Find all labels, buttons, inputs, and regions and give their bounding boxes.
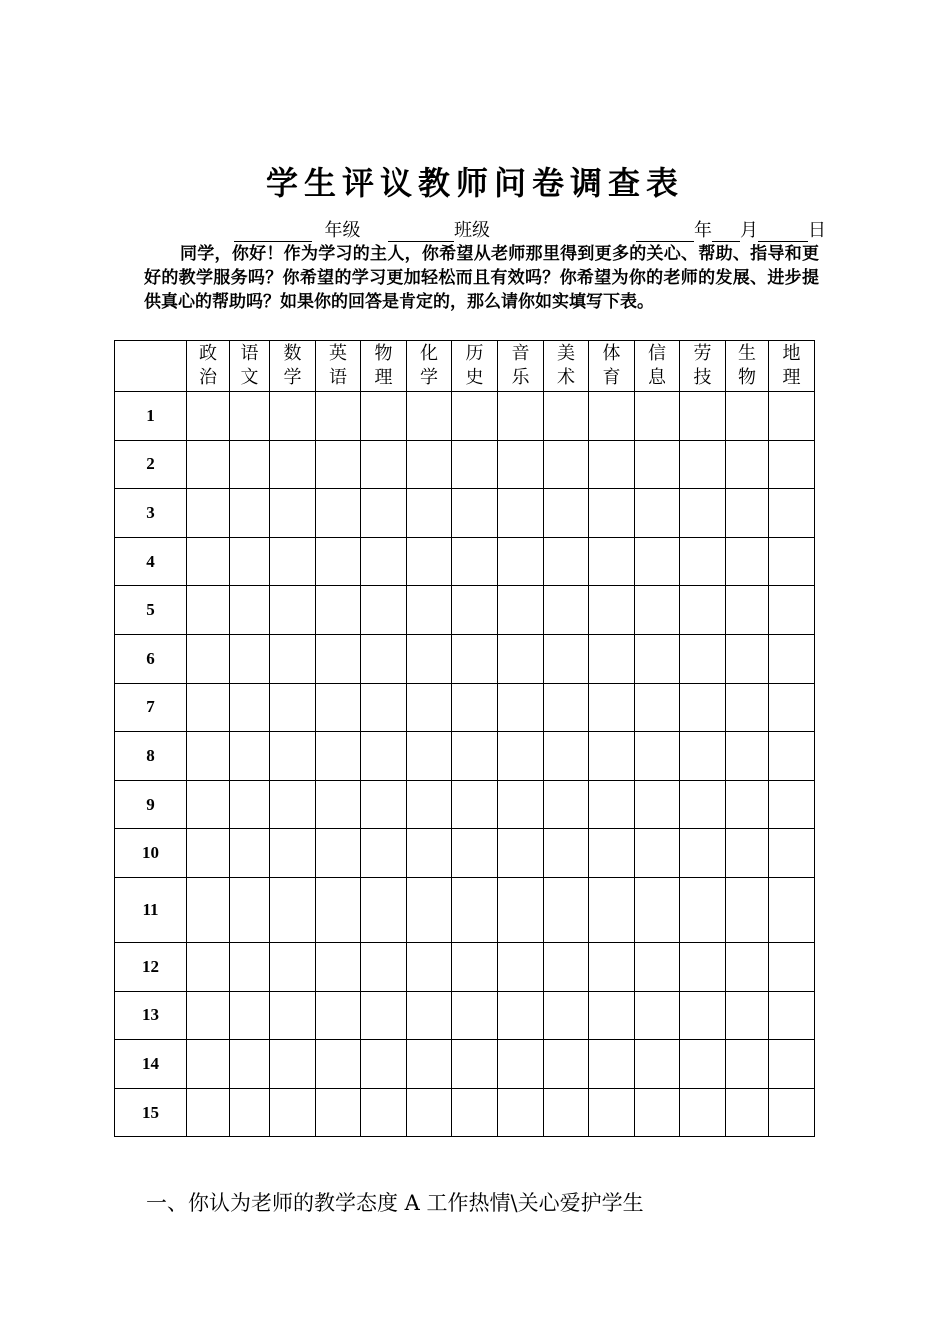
rating-cell[interactable]	[230, 732, 270, 781]
rating-cell[interactable]	[726, 1088, 769, 1137]
rating-cell[interactable]	[498, 489, 544, 538]
rating-cell[interactable]	[407, 942, 452, 991]
rating-cell[interactable]	[635, 489, 680, 538]
table-row	[115, 942, 815, 991]
rating-cell[interactable]	[498, 1088, 544, 1137]
subject-header	[230, 341, 270, 392]
rating-cell[interactable]	[680, 1040, 726, 1089]
subject-label: 地理	[782, 343, 801, 388]
rating-cell[interactable]	[270, 537, 316, 586]
table-row	[115, 489, 815, 538]
rating-cell[interactable]	[316, 537, 361, 586]
rating-cell[interactable]	[635, 440, 680, 489]
table-row	[115, 991, 815, 1040]
day-blank[interactable]	[758, 223, 808, 242]
rating-cell[interactable]	[589, 586, 635, 635]
rating-cell[interactable]	[270, 780, 316, 829]
rating-cell[interactable]	[270, 683, 316, 732]
rating-cell[interactable]	[726, 1040, 769, 1089]
subject-header	[769, 341, 815, 392]
rating-cell[interactable]	[589, 392, 635, 441]
table-row	[115, 440, 815, 489]
rating-cell[interactable]	[187, 780, 230, 829]
rating-cell[interactable]	[316, 489, 361, 538]
rating-cell[interactable]	[589, 683, 635, 732]
rating-cell[interactable]	[680, 440, 726, 489]
rating-cell[interactable]	[726, 440, 769, 489]
rating-cell[interactable]	[452, 634, 498, 683]
rating-cell[interactable]	[544, 392, 589, 441]
rating-cell[interactable]	[680, 392, 726, 441]
row-number: 9	[115, 780, 187, 829]
rating-cell[interactable]	[635, 829, 680, 878]
rating-cell[interactable]	[680, 489, 726, 538]
subject-header	[589, 341, 635, 392]
rating-cell[interactable]	[230, 537, 270, 586]
rating-cell[interactable]	[270, 440, 316, 489]
rating-cell[interactable]	[316, 634, 361, 683]
subject-header	[270, 341, 316, 392]
rating-cell[interactable]	[452, 991, 498, 1040]
row-number: 11	[115, 877, 187, 942]
rating-cell[interactable]	[407, 392, 452, 441]
rating-cell[interactable]	[452, 829, 498, 878]
rating-cell[interactable]	[361, 877, 407, 942]
rating-cell[interactable]	[316, 829, 361, 878]
rating-cell[interactable]	[769, 991, 815, 1040]
rating-cell[interactable]	[187, 829, 230, 878]
evaluation-table	[114, 340, 815, 1137]
rating-cell[interactable]	[635, 537, 680, 586]
row-number: 3	[115, 489, 187, 538]
rating-cell[interactable]	[452, 877, 498, 942]
rating-cell[interactable]	[769, 634, 815, 683]
rating-cell[interactable]	[680, 991, 726, 1040]
rating-cell[interactable]	[589, 877, 635, 942]
rating-cell[interactable]	[635, 586, 680, 635]
rating-cell[interactable]	[680, 586, 726, 635]
rating-cell[interactable]	[361, 780, 407, 829]
rating-cell[interactable]	[407, 634, 452, 683]
rating-cell[interactable]	[544, 537, 589, 586]
rating-cell[interactable]	[316, 780, 361, 829]
rating-cell[interactable]	[498, 634, 544, 683]
rating-cell[interactable]	[316, 1040, 361, 1089]
rating-cell[interactable]	[589, 1088, 635, 1137]
rating-cell[interactable]	[407, 877, 452, 942]
rating-cell[interactable]	[769, 829, 815, 878]
subject-header	[361, 341, 407, 392]
rating-cell[interactable]	[230, 634, 270, 683]
rating-cell[interactable]	[769, 440, 815, 489]
rating-cell[interactable]	[187, 392, 230, 441]
rating-cell[interactable]	[270, 1088, 316, 1137]
rating-cell[interactable]	[187, 489, 230, 538]
rating-cell[interactable]	[187, 732, 230, 781]
rating-cell[interactable]	[361, 1088, 407, 1137]
rating-cell[interactable]	[769, 1040, 815, 1089]
rating-cell[interactable]	[187, 877, 230, 942]
rating-cell[interactable]	[361, 991, 407, 1040]
rating-cell[interactable]	[544, 732, 589, 781]
rating-cell[interactable]	[769, 537, 815, 586]
row-number: 13	[115, 991, 187, 1040]
rating-cell[interactable]	[769, 1088, 815, 1137]
subject-header	[452, 341, 498, 392]
rating-cell[interactable]	[407, 1088, 452, 1137]
rating-cell[interactable]	[498, 942, 544, 991]
rating-cell[interactable]	[726, 634, 769, 683]
rating-cell[interactable]	[361, 586, 407, 635]
rating-cell[interactable]	[544, 683, 589, 732]
rating-cell[interactable]	[635, 732, 680, 781]
rating-cell[interactable]	[407, 991, 452, 1040]
rating-cell[interactable]	[230, 991, 270, 1040]
rating-cell[interactable]	[589, 942, 635, 991]
subject-header	[635, 341, 680, 392]
rating-cell[interactable]	[680, 732, 726, 781]
grade-blank[interactable]	[234, 223, 312, 242]
rating-cell[interactable]	[270, 877, 316, 942]
row-number: 8	[115, 732, 187, 781]
rating-cell[interactable]	[230, 440, 270, 489]
rating-cell[interactable]	[498, 991, 544, 1040]
subject-label: 数学	[283, 343, 302, 388]
rating-cell[interactable]	[635, 392, 680, 441]
rating-cell[interactable]	[187, 942, 230, 991]
rating-cell[interactable]	[544, 829, 589, 878]
rating-cell[interactable]	[452, 732, 498, 781]
rating-cell[interactable]	[407, 1040, 452, 1089]
rating-cell[interactable]	[452, 780, 498, 829]
rating-cell[interactable]	[769, 942, 815, 991]
rating-cell[interactable]	[589, 780, 635, 829]
rating-cell[interactable]	[316, 392, 361, 441]
subject-label: 物理	[374, 343, 393, 388]
rating-cell[interactable]	[726, 732, 769, 781]
row-number: 2	[115, 440, 187, 489]
rating-cell[interactable]	[270, 586, 316, 635]
rating-cell[interactable]	[452, 392, 498, 441]
rating-cell[interactable]	[407, 683, 452, 732]
rating-cell[interactable]	[680, 683, 726, 732]
subject-label: 语文	[240, 343, 259, 388]
rating-cell[interactable]	[187, 683, 230, 732]
rating-cell[interactable]	[316, 877, 361, 942]
rating-cell[interactable]	[230, 586, 270, 635]
rating-cell[interactable]	[187, 991, 230, 1040]
rating-cell[interactable]	[452, 586, 498, 635]
subject-label: 美术	[557, 343, 575, 388]
rating-cell[interactable]	[270, 1040, 316, 1089]
rating-cell[interactable]	[680, 537, 726, 586]
row-number: 7	[115, 683, 187, 732]
rating-cell[interactable]	[187, 537, 230, 586]
rating-cell[interactable]	[635, 1088, 680, 1137]
rating-cell[interactable]	[187, 1040, 230, 1089]
rating-cell[interactable]	[589, 1040, 635, 1089]
rating-cell[interactable]	[270, 392, 316, 441]
table-row	[115, 537, 815, 586]
rating-cell[interactable]	[726, 586, 769, 635]
rating-cell[interactable]	[635, 634, 680, 683]
table-row	[115, 683, 815, 732]
rating-cell[interactable]	[407, 440, 452, 489]
subject-header	[407, 341, 452, 392]
date-field	[636, 216, 826, 242]
rating-cell[interactable]	[270, 634, 316, 683]
rating-cell[interactable]	[498, 829, 544, 878]
subject-header	[187, 341, 230, 392]
class-field	[388, 216, 490, 242]
table-row	[115, 586, 815, 635]
rating-cell[interactable]	[270, 829, 316, 878]
table-row	[115, 392, 815, 441]
rating-cell[interactable]	[270, 489, 316, 538]
rating-cell[interactable]	[769, 780, 815, 829]
subject-header	[680, 341, 726, 392]
row-number: 6	[115, 634, 187, 683]
rating-cell[interactable]	[361, 942, 407, 991]
month-label: 月	[740, 220, 758, 240]
day-label: 日	[808, 220, 826, 240]
subject-label: 政治	[199, 343, 217, 388]
rating-cell[interactable]	[187, 634, 230, 683]
rating-cell[interactable]	[726, 991, 769, 1040]
rating-cell[interactable]	[544, 489, 589, 538]
table-body	[115, 392, 815, 1137]
rating-cell[interactable]	[230, 1088, 270, 1137]
rating-cell[interactable]	[407, 586, 452, 635]
rating-cell[interactable]	[452, 440, 498, 489]
rating-cell[interactable]	[230, 942, 270, 991]
subject-header	[544, 341, 589, 392]
rating-cell[interactable]	[230, 392, 270, 441]
subject-label: 英语	[329, 343, 347, 388]
rating-cell[interactable]	[589, 991, 635, 1040]
rating-cell[interactable]	[635, 683, 680, 732]
subject-label: 体育	[602, 343, 621, 388]
rating-cell[interactable]	[230, 489, 270, 538]
table-row	[115, 780, 815, 829]
rating-cell[interactable]	[361, 732, 407, 781]
subject-label: 历史	[465, 343, 484, 388]
rating-cell[interactable]	[635, 877, 680, 942]
table-row	[115, 877, 815, 942]
rating-cell[interactable]	[230, 877, 270, 942]
rating-cell[interactable]	[726, 683, 769, 732]
rating-cell[interactable]	[769, 489, 815, 538]
intro-paragraph: 同学，你好！作为学习的主人，你希望从老师那里得到更多的关心、帮助、指导和更好的教学服务吗？你希望的学习更加轻松而且有效吗？你希望为你的老师的发展、进步提供真心的帮助吗？如果你的回答是肯定的，那么请你如实填写下表。	[144, 244, 819, 312]
rating-cell[interactable]	[407, 829, 452, 878]
rating-cell[interactable]	[498, 586, 544, 635]
rating-cell[interactable]	[589, 829, 635, 878]
rating-cell[interactable]	[361, 392, 407, 441]
subject-label: 信息	[648, 343, 666, 388]
rating-cell[interactable]	[187, 586, 230, 635]
rating-cell[interactable]	[316, 1088, 361, 1137]
rating-cell[interactable]	[544, 634, 589, 683]
rating-cell[interactable]	[635, 780, 680, 829]
rating-cell[interactable]	[498, 780, 544, 829]
rating-cell[interactable]	[544, 942, 589, 991]
year-label: 年	[694, 220, 712, 240]
table-row	[115, 829, 815, 878]
rating-cell[interactable]	[589, 440, 635, 489]
rating-cell[interactable]	[726, 489, 769, 538]
rating-cell[interactable]	[452, 1088, 498, 1137]
subject-header	[316, 341, 361, 392]
corner-cell	[115, 341, 187, 392]
rating-cell[interactable]	[187, 440, 230, 489]
subject-header	[498, 341, 544, 392]
class-blank[interactable]	[388, 223, 454, 242]
rating-cell[interactable]	[452, 683, 498, 732]
rating-cell[interactable]	[680, 780, 726, 829]
rating-cell[interactable]	[316, 683, 361, 732]
rating-cell[interactable]	[316, 732, 361, 781]
rating-cell[interactable]	[498, 440, 544, 489]
rating-cell[interactable]	[769, 586, 815, 635]
rating-cell[interactable]	[589, 732, 635, 781]
row-number: 10	[115, 829, 187, 878]
table-row	[115, 1040, 815, 1089]
rating-cell[interactable]	[544, 991, 589, 1040]
row-number: 4	[115, 537, 187, 586]
rating-cell[interactable]	[361, 1040, 407, 1089]
rating-cell[interactable]	[726, 780, 769, 829]
rating-cell[interactable]	[270, 942, 316, 991]
rating-cell[interactable]	[452, 489, 498, 538]
rating-cell[interactable]	[361, 634, 407, 683]
row-number: 5	[115, 586, 187, 635]
rating-cell[interactable]	[407, 489, 452, 538]
rating-cell[interactable]	[187, 1088, 230, 1137]
question-1: 一、你认为老师的教学态度 A 工作热情\关心爱护学生	[146, 1191, 644, 1215]
rating-cell[interactable]	[407, 780, 452, 829]
rating-cell[interactable]	[589, 537, 635, 586]
table-row	[115, 732, 815, 781]
rating-cell[interactable]	[589, 489, 635, 538]
rating-cell[interactable]	[769, 392, 815, 441]
rating-cell[interactable]	[361, 537, 407, 586]
table-row	[115, 1088, 815, 1137]
month-blank[interactable]	[712, 223, 740, 242]
rating-cell[interactable]	[544, 440, 589, 489]
rating-cell[interactable]	[635, 991, 680, 1040]
rating-cell[interactable]	[316, 440, 361, 489]
subject-label: 劳技	[693, 343, 712, 388]
rating-cell[interactable]	[498, 683, 544, 732]
row-number: 15	[115, 1088, 187, 1137]
rating-cell[interactable]	[270, 732, 316, 781]
rating-cell[interactable]	[680, 942, 726, 991]
rating-cell[interactable]	[316, 586, 361, 635]
rating-cell[interactable]	[498, 1040, 544, 1089]
page-title: 学生评议教师问卷调查表	[265, 164, 684, 202]
rating-cell[interactable]	[452, 942, 498, 991]
rating-cell[interactable]	[230, 1040, 270, 1089]
rating-cell[interactable]	[726, 829, 769, 878]
subject-label: 化学	[420, 343, 438, 388]
rating-cell[interactable]	[452, 537, 498, 586]
rating-cell[interactable]	[361, 683, 407, 732]
rating-cell[interactable]	[230, 829, 270, 878]
subject-label: 生物	[738, 343, 756, 388]
rating-cell[interactable]	[270, 991, 316, 1040]
row-number: 12	[115, 942, 187, 991]
row-number: 1	[115, 392, 187, 441]
rating-cell[interactable]	[769, 732, 815, 781]
rating-cell[interactable]	[544, 586, 589, 635]
rating-cell[interactable]	[680, 634, 726, 683]
row-number: 14	[115, 1040, 187, 1089]
rating-cell[interactable]	[407, 537, 452, 586]
rating-cell[interactable]	[680, 877, 726, 942]
rating-cell[interactable]	[230, 780, 270, 829]
rating-cell[interactable]	[726, 877, 769, 942]
rating-cell[interactable]	[452, 1040, 498, 1089]
rating-cell[interactable]	[361, 489, 407, 538]
table-row	[115, 634, 815, 683]
rating-cell[interactable]	[726, 537, 769, 586]
rating-cell[interactable]	[726, 942, 769, 991]
rating-cell[interactable]	[498, 877, 544, 942]
rating-cell[interactable]	[769, 683, 815, 732]
rating-cell[interactable]	[769, 877, 815, 942]
rating-cell[interactable]	[680, 829, 726, 878]
rating-cell[interactable]	[361, 829, 407, 878]
year-blank[interactable]	[636, 223, 694, 242]
rating-cell[interactable]	[635, 942, 680, 991]
rating-cell[interactable]	[361, 440, 407, 489]
rating-cell[interactable]	[316, 942, 361, 991]
subject-header	[726, 341, 769, 392]
rating-cell[interactable]	[498, 392, 544, 441]
rating-cell[interactable]	[498, 732, 544, 781]
rating-cell[interactable]	[544, 1040, 589, 1089]
grade-label: 年级	[324, 220, 361, 240]
rating-cell[interactable]	[544, 1088, 589, 1137]
grade-field	[234, 216, 361, 242]
class-label: 班级	[454, 220, 490, 240]
rating-cell[interactable]	[316, 991, 361, 1040]
rating-cell[interactable]	[544, 877, 589, 942]
rating-cell[interactable]	[589, 634, 635, 683]
rating-cell[interactable]	[544, 780, 589, 829]
header-row	[115, 341, 815, 392]
rating-cell[interactable]	[407, 732, 452, 781]
rating-cell[interactable]	[680, 1088, 726, 1137]
subject-label: 音乐	[511, 343, 530, 388]
rating-cell[interactable]	[726, 392, 769, 441]
rating-cell[interactable]	[498, 537, 544, 586]
rating-cell[interactable]	[230, 683, 270, 732]
rating-cell[interactable]	[635, 1040, 680, 1089]
